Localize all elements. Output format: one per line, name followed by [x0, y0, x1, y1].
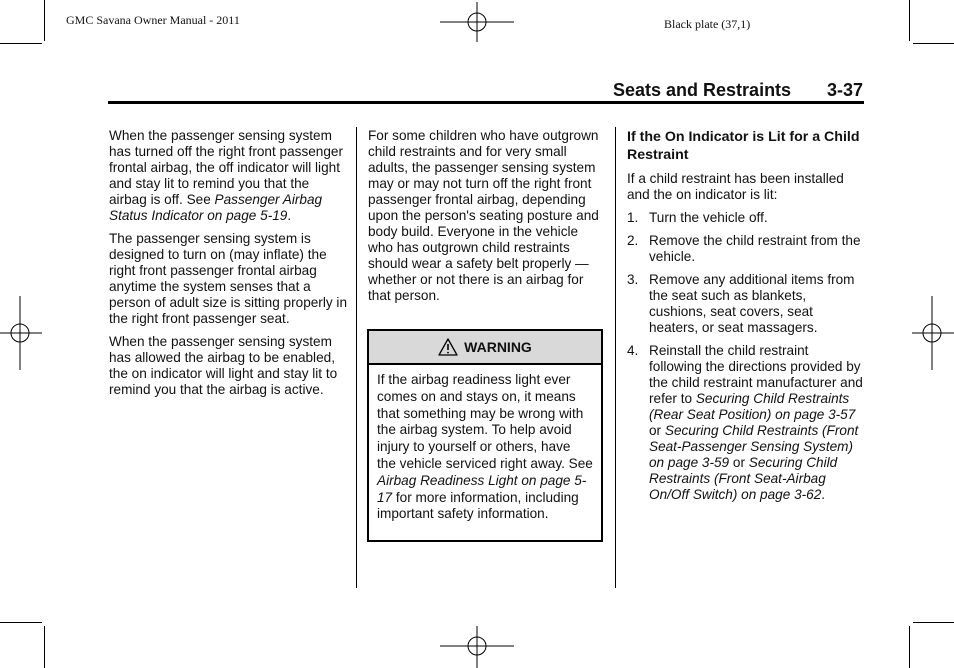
column-divider [356, 127, 357, 588]
subsection-heading: If the On Indicator is Lit for a Child Restraint [627, 129, 860, 163]
step-text: Remove any additional items from the seat such as blankets, cushions, seat covers, seat heaters, or seat massagers. [649, 272, 855, 335]
warning-text-b: for more information, including important safety information. [377, 489, 579, 522]
step-text: Reinstall the child restraint following the directions provided by the child restraint manufacturer and refer to [649, 343, 863, 406]
paragraph-text: When the passenger sensing system has turned off the right front passenger frontal airbag, the off indicator will light and stay lit to remind you that the airbag is off. See [109, 128, 344, 207]
registration-mark-icon [912, 296, 954, 370]
paragraph: If a child restraint has been installed and the on indicator is lit: [627, 171, 844, 202]
crop-mark [913, 622, 954, 623]
column-3 [627, 128, 863, 510]
crop-mark [44, 626, 45, 668]
crop-mark [913, 43, 954, 44]
paragraph [109, 128, 349, 224]
step-number: 4. [627, 343, 639, 358]
warning-header [369, 331, 601, 365]
paragraph: The passenger sensing system is designed to turn on (may inflate) the right front passenger frontal airbag anytime the system senses that a person of adult size is sitting properly in the right front passenger seat. [109, 231, 348, 326]
header-rule [108, 101, 864, 104]
warning-label: WARNING [464, 339, 532, 355]
list-item [627, 343, 863, 503]
list-item [627, 233, 863, 265]
step-number: 2. [627, 233, 639, 248]
crop-mark [0, 43, 42, 44]
column-divider [615, 127, 616, 588]
cross-reference-link[interactable]: Securing Child Restraints (Front Seat-Passenger Sensing System) on page 3-59 [649, 423, 859, 470]
warning-text [369, 365, 601, 523]
registration-mark-icon [0, 296, 42, 370]
column-1 [109, 128, 349, 405]
list-item [627, 272, 863, 336]
step-text-wrap [649, 343, 863, 503]
column-2 [368, 128, 604, 311]
steps-list [627, 210, 863, 503]
list-item [627, 210, 863, 226]
cross-reference-link[interactable]: Passenger Airbag Status Indicator on page 5-19 [109, 192, 323, 223]
cross-reference-link[interactable]: Securing Child Restraints (Front Seat-Airbag On/Off Switch) on page 3-62 [649, 455, 838, 502]
warning-text-a: If the airbag readiness light ever comes on and stays on, it means that something may be wrong with the airbag system. To help avoid injury to yourself or others, have the vehicle serviced right away. See [377, 372, 593, 471]
connector-text: or [729, 455, 749, 470]
step-number: 1. [627, 210, 639, 225]
connector-text: or [649, 423, 665, 438]
registration-mark-icon [440, 626, 514, 668]
cross-reference-link[interactable]: Securing Child Restraints (Rear Seat Position) on page 3-57 [649, 391, 856, 422]
registration-mark-icon [440, 2, 514, 42]
manual-title: GMC Savana Owner Manual - 2011 [66, 13, 240, 27]
crop-mark [909, 626, 910, 668]
crop-mark [909, 0, 910, 41]
paragraph-end: . [287, 208, 292, 223]
cross-reference-link[interactable]: Airbag Readiness Light on page 5-17 [377, 472, 587, 505]
crop-mark [44, 0, 45, 41]
step-text: Turn the vehicle off. [649, 210, 768, 225]
section-header [613, 80, 863, 101]
paragraph: For some children who have outgrown child restraints and for very small adults, the passenger sensing system may or may not turn off the right front passenger frontal airbag, depending upon the person's seating posture and body build. Everyone in the vehicle who has outgrown child restraints should wear a safety belt properly — whether or not there is an airbag for that person. [368, 128, 599, 303]
plate-label: Black plate (37,1) [664, 17, 751, 31]
step-text: Remove the child restraint from the vehicle. [649, 233, 861, 264]
crop-mark [0, 622, 42, 623]
section-title: Seats and Restraints [613, 80, 792, 100]
step-end: . [821, 487, 826, 502]
step-number: 3. [627, 272, 639, 287]
warning-box [367, 329, 603, 542]
warning-icon [438, 338, 458, 356]
paragraph: When the passenger sensing system has allowed the airbag to be enabled, the on indicator will light and stay lit to remind you that the airbag is active. [109, 334, 338, 397]
page-number: 3-37 [826, 80, 863, 100]
